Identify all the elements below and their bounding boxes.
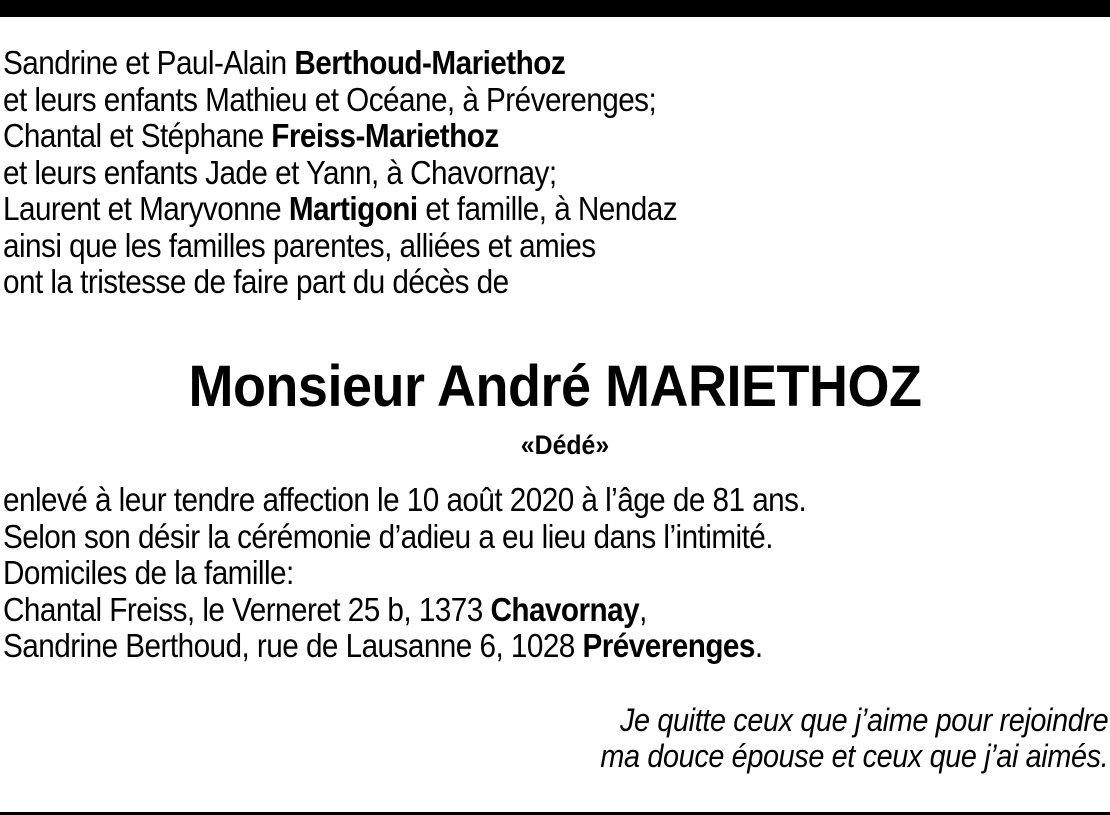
details-line: Domiciles de la famille: — [3, 554, 294, 591]
obituary-details — [3, 482, 806, 665]
announcement-line: et leurs enfants Mathieu et Océane, à Préverenges; — [3, 80, 657, 118]
family-address-line: Sandrine Berthoud, rue de Lausanne 6, 1028 Préverenges. — [3, 627, 763, 664]
announcement-line: et leurs enfants Jade et Yann, à Chavornay; — [3, 153, 557, 191]
quote-line: Je quitte ceux que j’aime pour rejoindre — [619, 702, 1108, 738]
address-town: Chavornay — [490, 590, 640, 628]
details-line: Selon son désir la cérémonie d’adieu a eu lieu dans l’intimité. — [3, 517, 774, 555]
address-town: Préverenges — [582, 627, 755, 664]
announcement-line: ainsi que les familles parentes, alliées et amies — [3, 226, 596, 264]
announcement-line: Sandrine et Paul-Alain Berthoud-Mariethoz — [3, 44, 566, 81]
family-announcement — [3, 45, 677, 301]
memorial-quote — [600, 702, 1108, 774]
announcement-line: Laurent et Maryvonne Martigoni et famille, à Nendaz — [3, 190, 678, 227]
details-line: enlevé à leur tendre affection le 10 août 2020 à l’âge de 81 ans. — [3, 481, 807, 518]
family-surname: Martigoni — [288, 190, 418, 227]
announcement-line: ont la tristesse de faire part du décès de — [3, 263, 509, 300]
family-surname: Freiss-Mariethoz — [271, 117, 499, 154]
family-surname: Berthoud-Mariethoz — [294, 44, 566, 81]
family-address-line: Chantal Freiss, le Verneret 25 b, 1373 Chavornay, — [3, 590, 647, 628]
announcement-line: Chantal et Stéphane Freiss-Mariethoz — [3, 117, 499, 154]
deceased-nickname: «Dédé» — [520, 430, 610, 460]
top-border-rule — [0, 0, 1110, 17]
quote-line: ma douce épouse et ceux que j’ai aimés. — [600, 738, 1108, 774]
deceased-name: Monsieur André MARIETHOZ — [188, 354, 922, 419]
